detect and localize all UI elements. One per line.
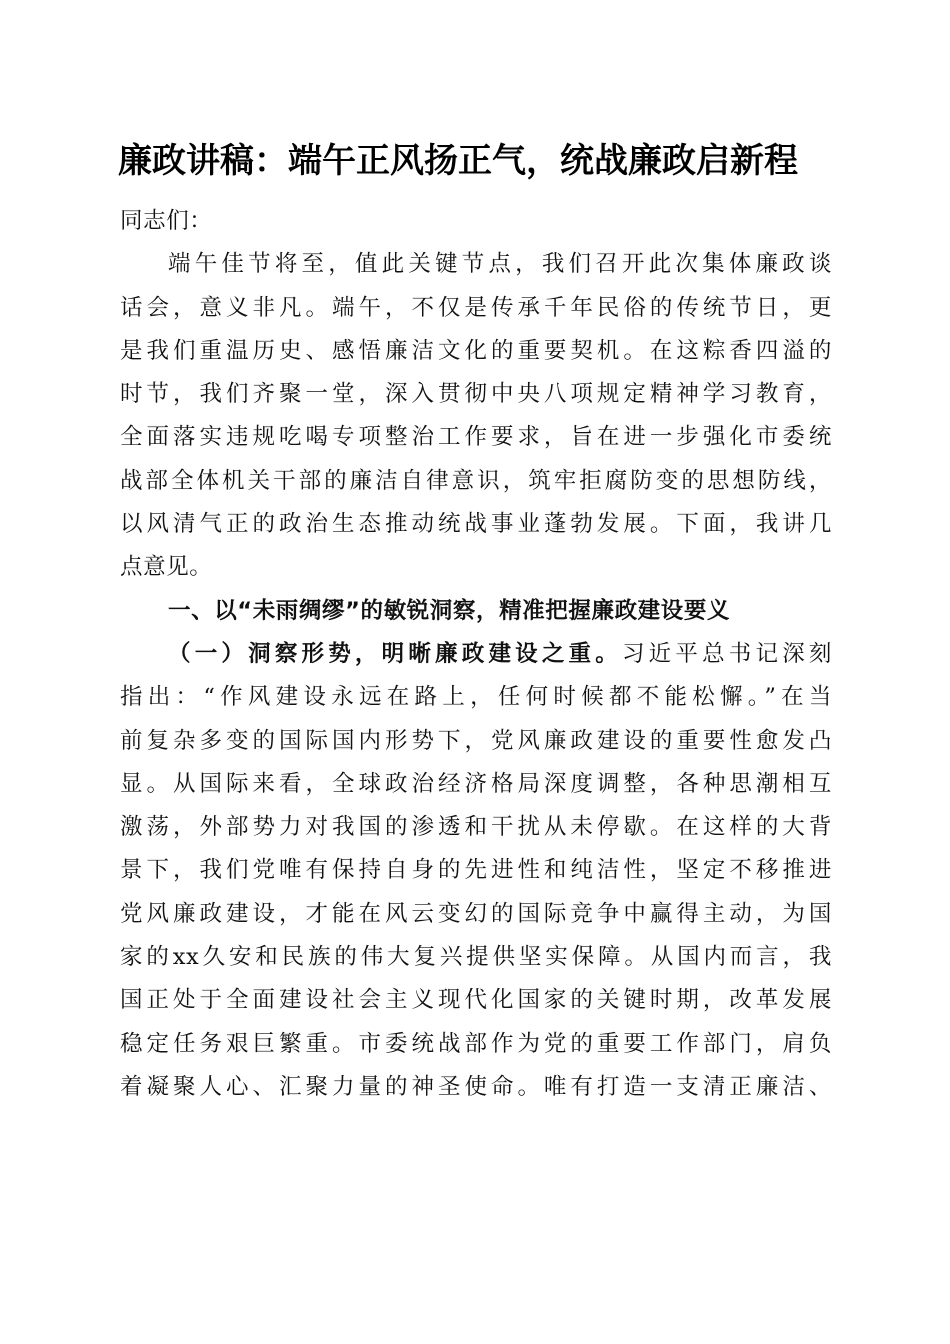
document-title: 廉政讲稿：端午正风扬正气，统战廉政启新程	[118, 141, 798, 181]
subsection-lead: （一）洞察形势，明晰廉政建设之重。	[168, 640, 622, 667]
paragraph-line: 点意见。	[120, 554, 213, 581]
paragraph-line: 是我们重温历史、感悟廉洁文化的重要契机。在这粽香四溢的	[120, 337, 832, 364]
paragraph-line: 话会，意义非凡。端午，不仅是传承千年民俗的传统节日，更	[120, 294, 832, 321]
paragraph-line: 着凝聚人心、汇聚力量的神圣使命。唯有打造一支清正廉洁、	[120, 1073, 832, 1100]
paragraph-line: 景下，我们党唯有保持自身的先进性和纯洁性，坚定不移推进	[120, 857, 832, 884]
paragraph-line: 以风清气正的政治生态推动统战事业蓬勃发展。下面，我讲几	[120, 511, 832, 538]
section-heading: 一、以“未雨绸缪”的敏锐洞察，精准把握廉政建设要义	[168, 597, 731, 624]
salutation: 同志们：	[120, 208, 213, 234]
paragraph-line: 家的xx久安和民族的伟大复兴提供坚实保障。从国内而言，我	[120, 944, 832, 971]
paragraph-line: 显。从国际来看，全球政治经济格局深度调整，各种思潮相互	[120, 770, 832, 797]
paragraph-line: 指出：“作风建设永远在路上，任何时候都不能松懈。”在当	[120, 684, 832, 711]
paragraph-line: 战部全体机关干部的廉洁自律意识，筑牢拒腐防变的思想防线，	[120, 467, 832, 494]
subsection-first-line	[120, 633, 832, 676]
paragraph-line: 稳定任务艰巨繁重。市委统战部作为党的重要工作部门，肩负	[120, 1030, 832, 1057]
paragraph-line: 前复杂多变的国际国内形势下，党风廉政建设的重要性愈发凸	[120, 727, 832, 754]
paragraph-line: 全面落实违规吃喝专项整治工作要求，旨在进一步强化市委统	[120, 424, 832, 451]
paragraph-line: 党风廉政建设，才能在风云变幻的国际竞争中赢得主动，为国	[120, 900, 832, 927]
paragraph-line: 激荡，外部势力对我国的渗透和干扰从未停歇。在这样的大背	[120, 814, 832, 841]
paragraph-line: 国正处于全面建设社会主义现代化国家的关键时期，改革发展	[120, 987, 832, 1014]
paragraph-line: 时节，我们齐聚一堂，深入贯彻中央八项规定精神学习教育，	[120, 381, 832, 408]
paragraph-line: 端午佳节将至，值此关键节点，我们召开此次集体廉政谈	[168, 251, 832, 278]
document-body	[120, 200, 832, 1109]
subsection-first-rest: 习近平总书记深刻	[621, 640, 832, 667]
